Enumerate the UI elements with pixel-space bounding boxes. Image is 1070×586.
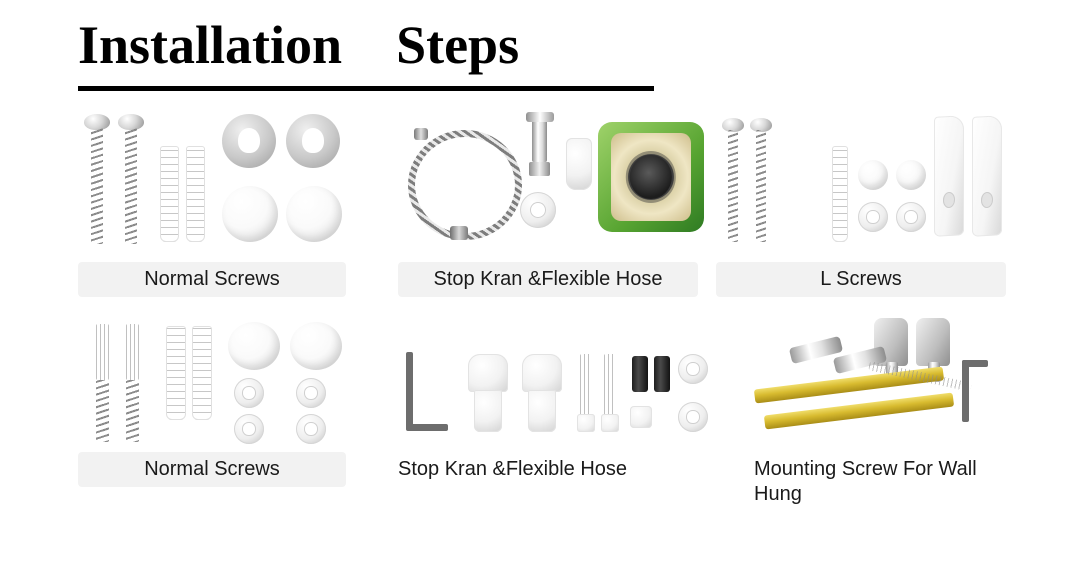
stud-screw bbox=[96, 324, 109, 380]
cell-stop-kran-top bbox=[398, 108, 698, 297]
parts-illustration bbox=[392, 314, 692, 446]
allen-key bbox=[962, 360, 988, 367]
valve-nut bbox=[529, 162, 550, 176]
hose-connector bbox=[414, 128, 428, 140]
cell-mounting-screw-wall-hung bbox=[748, 314, 1018, 512]
white-cap-nut bbox=[678, 402, 708, 432]
washer bbox=[520, 192, 556, 228]
stud-screw bbox=[126, 324, 139, 380]
wall-anchor bbox=[160, 146, 179, 242]
gray-washer bbox=[286, 114, 340, 168]
stud-screw bbox=[126, 380, 139, 442]
wall-bracket bbox=[972, 115, 1002, 237]
washer bbox=[296, 414, 326, 444]
cell-caption: Normal Screws bbox=[78, 262, 346, 297]
allen-key bbox=[406, 424, 448, 431]
cell-stop-kran-bottom bbox=[392, 314, 692, 487]
washer bbox=[234, 414, 264, 444]
angle-valve bbox=[566, 138, 592, 190]
plastic-fixing bbox=[528, 390, 556, 432]
parts-illustration bbox=[716, 108, 1006, 256]
wood-screw bbox=[91, 128, 103, 244]
bolt bbox=[580, 354, 592, 416]
cell-normal-screws-top bbox=[78, 108, 346, 297]
l-screw bbox=[756, 130, 766, 242]
plastic-fixing bbox=[522, 354, 562, 392]
parts-illustration bbox=[398, 108, 698, 256]
white-cap bbox=[290, 322, 342, 370]
cell-l-screws bbox=[716, 108, 1006, 297]
black-cap bbox=[632, 356, 648, 392]
white-cap-nut bbox=[630, 406, 652, 428]
cell-normal-screws-bottom bbox=[78, 314, 346, 487]
black-cap bbox=[654, 356, 670, 392]
bracket-hole bbox=[981, 192, 993, 209]
parts-grid bbox=[0, 108, 1070, 586]
wall-anchor bbox=[186, 146, 205, 242]
title-underline bbox=[78, 86, 654, 91]
wall-bracket bbox=[934, 115, 964, 237]
gray-washer bbox=[222, 114, 276, 168]
bracket-hole bbox=[943, 192, 955, 209]
washer bbox=[896, 202, 926, 232]
page-title: Installation Steps bbox=[78, 15, 520, 75]
parts-illustration bbox=[78, 108, 346, 256]
white-cap bbox=[222, 186, 278, 242]
parts-illustration bbox=[78, 314, 346, 446]
flexible-hose bbox=[408, 130, 522, 240]
allen-key bbox=[962, 360, 969, 422]
white-cap-nut bbox=[678, 354, 708, 384]
hose-connector bbox=[450, 226, 468, 240]
white-cap bbox=[286, 186, 342, 242]
wall-anchor bbox=[166, 326, 186, 420]
white-anchor bbox=[832, 146, 848, 242]
black-anchor bbox=[784, 146, 802, 242]
allen-key bbox=[406, 352, 413, 430]
bolt-nut bbox=[577, 414, 595, 432]
washer bbox=[296, 378, 326, 408]
white-cap bbox=[228, 322, 280, 370]
dome-nut bbox=[896, 160, 926, 190]
wood-screw bbox=[125, 128, 137, 244]
washer bbox=[858, 202, 888, 232]
green-seal-hub bbox=[630, 155, 672, 199]
bolt-nut bbox=[601, 414, 619, 432]
gray-fitting bbox=[916, 318, 950, 366]
cell-caption: Mounting Screw For Wall Hung bbox=[754, 458, 977, 505]
washer bbox=[234, 378, 264, 408]
bolt bbox=[604, 354, 616, 416]
cell-caption: Normal Screws bbox=[78, 452, 346, 487]
wall-anchor bbox=[192, 326, 212, 420]
green-seal-box bbox=[598, 122, 704, 232]
black-anchor bbox=[808, 146, 826, 242]
l-screw bbox=[728, 130, 738, 242]
cell-caption: L Screws bbox=[716, 262, 1006, 297]
dome-nut bbox=[858, 160, 888, 190]
valve-handle bbox=[526, 112, 554, 122]
parts-illustration bbox=[748, 314, 1018, 446]
stud-screw bbox=[96, 380, 109, 442]
cell-caption: Stop Kran &Flexible Hose bbox=[398, 458, 628, 480]
valve bbox=[532, 118, 547, 162]
plastic-fixing bbox=[468, 354, 508, 392]
plastic-fixing bbox=[474, 390, 502, 432]
cell-caption: Stop Kran &Flexible Hose bbox=[398, 262, 698, 297]
